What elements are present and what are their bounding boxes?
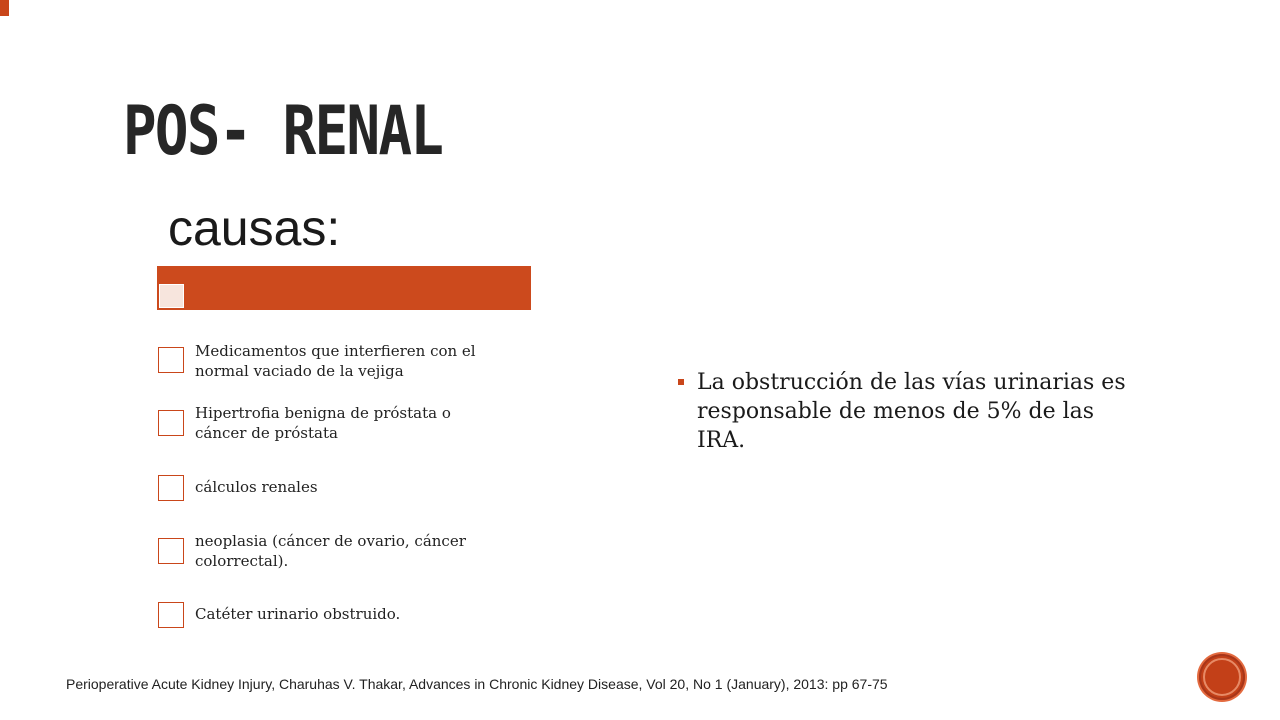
causes-header-bar: [157, 266, 531, 310]
cause-text: Hipertrofia benigna de próstata o cáncer de próstata: [195, 404, 451, 442]
checkbox-icon: [158, 410, 184, 436]
accent-bar: [0, 0, 9, 16]
checkbox-icon: [158, 538, 184, 564]
checkbox-icon: [158, 475, 184, 501]
subtitle: causas:: [168, 200, 341, 256]
square-bullet-icon: [678, 379, 684, 385]
circle-button-icon[interactable]: [1199, 654, 1245, 700]
main-point-text: La obstrucción de las vías urinarias es responsable de menos de 5% de las IRA.: [697, 370, 1126, 453]
cause-text: Catéter urinario obstruido.: [195, 605, 401, 623]
checkbox-icon: [159, 284, 184, 308]
main-point: [678, 368, 1148, 455]
cause-text: neoplasia (cáncer de ovario, cáncer colorrectal).: [195, 532, 466, 570]
cause-text: cálculos renales: [195, 478, 318, 496]
checkbox-icon: [158, 347, 184, 373]
citation: Perioperative Acute Kidney Injury, Charuhas V. Thakar, Advances in Chronic Kidney Disease, Vol 20, No 1 (January), 2013: pp 67-75: [66, 676, 888, 692]
slide-title: POS- RENAL: [123, 92, 443, 171]
checkbox-icon: [158, 602, 184, 628]
cause-text: Medicamentos que interfieren con el normal vaciado de la vejiga: [195, 342, 476, 380]
